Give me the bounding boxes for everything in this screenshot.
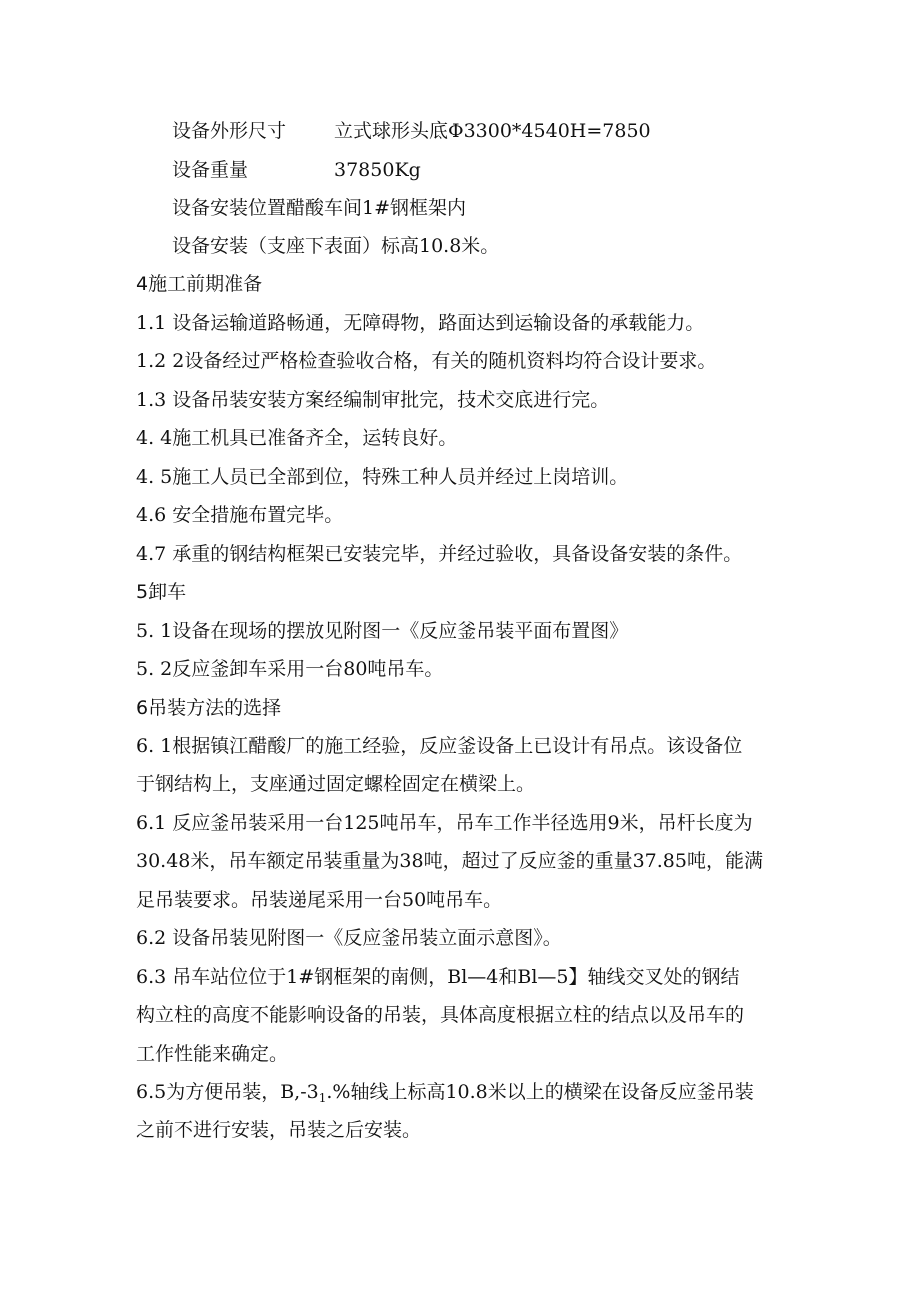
section-6-paragraph-line: 足吊装要求。吊装递尾采用一台50吨吊车。 <box>136 889 503 911</box>
section-4-item: 4.6 安全措施布置完毕。 <box>136 504 344 526</box>
section-4-item: 1.1 设备运输道路畅通，无障碍物，路面达到运输设备的承载能力。 <box>136 312 705 334</box>
text-run: .%轴线上标高10.8米以上的横梁在设备反应釜吊装 <box>326 1081 754 1103</box>
section-6-paragraph-line: 6. 1根据镇江醋酸厂的施工经验，反应釜设备上已设计有吊点。该设备位 <box>136 735 743 757</box>
section-4-item: 4.7 承重的钢结构框架已安装完毕，并经过验收，具备设备安装的条件。 <box>136 543 743 565</box>
subscript-text: 1 <box>318 1091 327 1105</box>
section-6-heading: 6吊装方法的选择 <box>136 697 282 719</box>
section-4-item: 4. 4施工机具已准备齐全，运转良好。 <box>136 427 458 449</box>
spec-install-location: 设备安装位置醋酸车间1#钢框架内 <box>172 197 467 219</box>
section-5-item: 5. 2反应釜卸车采用一台80吨吊车。 <box>136 658 444 680</box>
section-6-paragraph-line: 之前不进行安装，吊装之后安装。 <box>136 1119 422 1141</box>
section-6-paragraph-line <box>136 1080 754 1110</box>
spec-value-dimensions: 立式球形头底Φ3300*4540H=7850 <box>334 120 651 142</box>
section-5-item: 5. 1设备在现场的摆放见附图一《反应釜吊装平面布置图》 <box>136 620 629 642</box>
section-4-heading: 4施工前期准备 <box>136 273 263 295</box>
section-4-item: 1.2 2设备经过严格检查验收合格，有关的随机资料均符合设计要求。 <box>136 350 717 372</box>
section-6-paragraph-line: 6.2 设备吊装见附图一《反应釜吊装立面示意图》。 <box>136 927 562 949</box>
text-run: 6.5为方便吊装，B,-3 <box>136 1081 319 1103</box>
section-5-heading: 5卸车 <box>136 581 187 603</box>
spec-label-dimensions: 设备外形尺寸 <box>172 120 287 142</box>
section-6-paragraph-line: 30.48米，吊车额定吊装重量为38吨，超过了反应釜的重量37.85吨，能满 <box>136 850 763 872</box>
section-6-paragraph-line: 6.3 吊车站位位于1#钢框架的南侧，Bl—4和Bl—5】轴线交叉处的钢结 <box>136 966 740 988</box>
section-4-item: 1.3 设备吊装安装方案经编制审批完，技术交底进行完。 <box>136 389 610 411</box>
spec-value-weight: 37850Kg <box>334 159 421 181</box>
section-4-item: 4. 5施工人员已全部到位，特殊工种人员并经过上岗培训。 <box>136 466 629 488</box>
spec-install-elevation: 设备安装（支座下表面）标高10.8米。 <box>172 235 500 257</box>
section-6-paragraph-line: 构立柱的高度不能影响设备的吊装，具体高度根据立柱的结点以及吊车的 <box>136 1004 745 1026</box>
section-6-paragraph-line: 6.1 反应釜吊装采用一台125吨吊车，吊车工作半径选用9米，吊杆长度为 <box>136 812 753 834</box>
section-6-paragraph-line: 于钢结构上，支座通过固定螺栓固定在横梁上。 <box>136 773 536 795</box>
spec-label-weight: 设备重量 <box>172 159 249 181</box>
section-6-paragraph-line: 工作性能来确定。 <box>136 1043 289 1065</box>
